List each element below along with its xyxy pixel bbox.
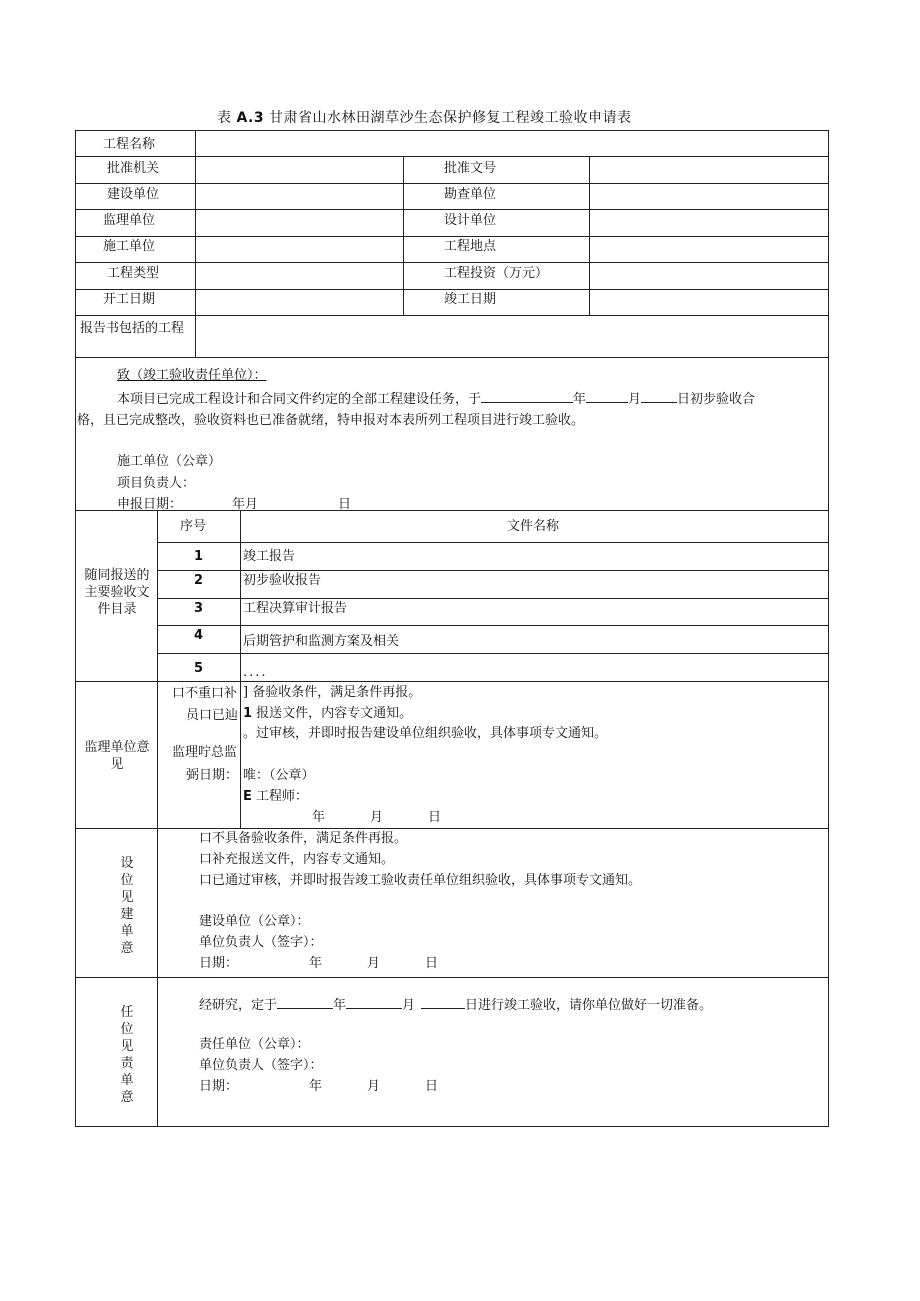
builder-date-day: 日 <box>425 956 439 971</box>
col-line <box>157 510 158 1127</box>
page-title: 表 A.3 甘肃省山水林田湖草沙生态保护修复工程竣工验收申请表 <box>217 110 632 126</box>
col-line <box>589 156 590 316</box>
investment-label: 工程投资（万元） <box>444 266 549 281</box>
row-line <box>157 625 829 626</box>
supervisor-option-1: ] 备验收条件，满足条件再报。 <box>243 685 422 700</box>
date-blank-day[interactable] <box>641 390 677 403</box>
builder-option-2: 口补充报送文件，内容专文通知。 <box>199 852 395 867</box>
project-name-label: 工程名称 <box>103 137 156 152</box>
doc-no: 4 <box>194 628 204 643</box>
builder-seal: 建设单位（公章）： <box>199 914 310 929</box>
report-scope-label: 报告书包括的工程 <box>80 321 185 336</box>
builder-opinion-label: 设 位 见 建 单 意 <box>120 856 134 956</box>
col-line <box>195 130 196 358</box>
row-line <box>75 977 829 978</box>
supervisor-opinion-label: 监理单位意 见 <box>84 740 150 772</box>
date-blank-year[interactable] <box>481 390 573 403</box>
responsible-opinion-label: 任 位 见 责 单 意 <box>120 1005 134 1105</box>
project-name-field[interactable] <box>197 131 828 156</box>
start-date-label: 开工日期 <box>103 292 156 307</box>
addressee-line: 致（竣工验收责任单位）： <box>117 368 267 383</box>
row-line <box>75 236 829 237</box>
applicant-date: 申报日期： 年月 日 <box>117 497 352 510</box>
acceptance-notice: 经研究，定于 年 月 日进行竣工验收，请你单位做好一切准备。 <box>199 998 713 1013</box>
doc-name: .... <box>243 665 268 680</box>
location-label: 工程地点 <box>444 239 497 254</box>
supervisor-date-month: 月 <box>370 810 384 825</box>
notice-blank-day[interactable] <box>421 996 465 1009</box>
supervisor-date-year: 年 <box>312 810 326 825</box>
doc-no: 2 <box>194 573 204 588</box>
builder-person: 单位负责人（签字）： <box>199 935 323 950</box>
supervisor-option-3: 。过审核，并即时报告建设单位组织验收，具体事项专文通知。 <box>243 726 608 741</box>
builder-date: 日期： <box>199 956 239 971</box>
doc-name: 竣工报告 <box>243 549 296 564</box>
supervisor-seal: 唯：（公章） <box>243 768 315 783</box>
supervisor-label: 监理单位 <box>103 213 156 228</box>
row-line <box>75 510 829 511</box>
applicant-unit-seal: 施工单位（公章） <box>117 454 222 469</box>
supervisor-option-2: 1 报送文件，内容专文通知。 <box>243 706 413 721</box>
applicant-person: 项目负责人： <box>117 476 196 491</box>
doc-no: 3 <box>194 601 204 616</box>
col-header-name: 文件名称 <box>507 519 560 534</box>
application-paragraph-line1: 本项目已完成工程设计和合同文件约定的全部工程建设任务，于 年 月 日初步验收合 <box>117 392 756 407</box>
design-label: 设计单位 <box>444 213 497 228</box>
supervisor-mid-2: 员口已辿 <box>186 708 239 723</box>
doc-name: 初步验收报告 <box>243 573 322 588</box>
row-line <box>157 570 829 571</box>
responsible-seal: 责任单位（公章）： <box>199 1037 310 1052</box>
col-line <box>240 510 241 828</box>
row-line <box>75 183 829 184</box>
doc-no: 5 <box>194 661 204 676</box>
approval-no-label: 批准文号 <box>444 161 497 176</box>
notice-blank-year[interactable] <box>277 996 333 1009</box>
responsible-date: 日期： <box>199 1079 239 1094</box>
border-bottom <box>75 1126 829 1127</box>
doc-no: 1 <box>194 549 204 564</box>
date-blank-month[interactable] <box>586 390 628 403</box>
row-line <box>75 262 829 263</box>
doc-name: 工程决算审计报告 <box>243 601 348 616</box>
row-line <box>157 598 829 599</box>
row-line <box>75 156 829 157</box>
type-label: 工程类型 <box>107 266 160 281</box>
row-line <box>75 209 829 210</box>
row-line <box>75 289 829 290</box>
construction-label: 施工单位 <box>103 239 156 254</box>
row-line <box>75 828 829 829</box>
supervisor-mid-4: 弼日期： <box>186 768 239 783</box>
col-header-no: 序号 <box>180 519 207 534</box>
approval-org-label: 批准机关 <box>107 161 160 176</box>
row-line <box>75 357 829 358</box>
supervisor-mid-3: 监理咛总监 <box>172 745 238 760</box>
doc-name: 后期管护和监测方案及相关 <box>243 634 400 649</box>
responsible-date-month: 月 <box>367 1079 381 1094</box>
row-line <box>75 681 829 682</box>
row-line <box>157 653 829 654</box>
builder-option-3: 口已通过审核，并即时报告竣工验收责任单位组织验收，具体事项专文通知。 <box>199 873 642 888</box>
builder-date-year: 年 <box>309 956 323 971</box>
responsible-person: 单位负责人（签字）： <box>199 1058 323 1073</box>
notice-blank-month[interactable] <box>346 996 402 1009</box>
supervisor-engineer: E 工程师： <box>243 789 309 804</box>
supervisor-mid-1: 口不重口补 <box>172 686 238 701</box>
finish-date-label: 竣工日期 <box>444 292 497 307</box>
builder-date-month: 月 <box>367 956 381 971</box>
builder-label: 建设单位 <box>107 187 160 202</box>
builder-option-1: 口不具备验收条件，满足条件再报。 <box>199 831 408 846</box>
supervisor-date-day: 日 <box>428 810 442 825</box>
application-paragraph-line2: 格，且已完成整改，验收资料也已准备就绪，特申报对本表所列工程项目进行竣工验收。 <box>77 413 585 428</box>
responsible-date-day: 日 <box>425 1079 439 1094</box>
responsible-date-year: 年 <box>309 1079 323 1094</box>
row-line <box>157 542 829 543</box>
survey-label: 勘查单位 <box>444 187 497 202</box>
col-line <box>403 156 404 316</box>
documents-side-label: 随同报送的 主要验收文 件目录 <box>84 568 150 617</box>
row-line <box>75 315 829 316</box>
